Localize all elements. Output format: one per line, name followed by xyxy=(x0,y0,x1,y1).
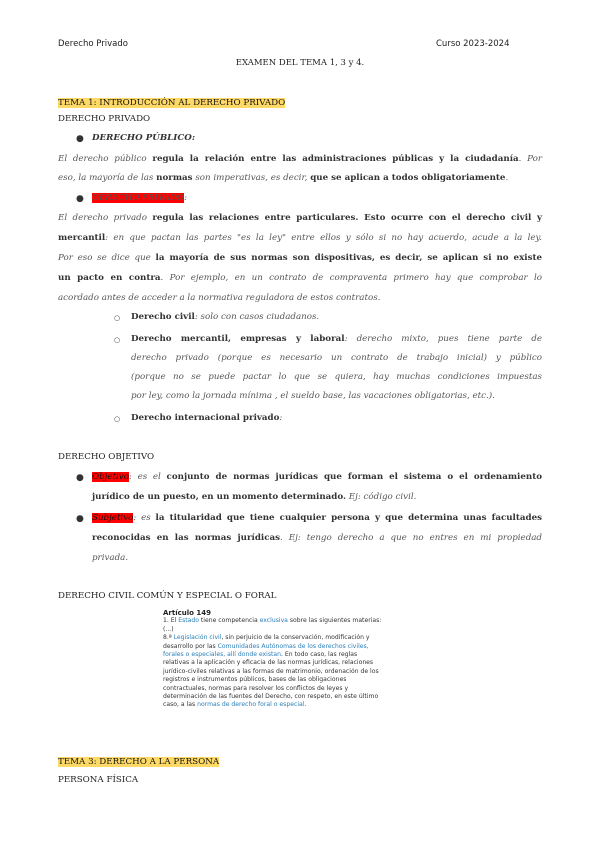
article-line: 8.ª Legislación civil, sin perjuicio de la conservación, modificación y xyxy=(163,634,370,642)
publico-label: DERECHO PÚBLICO: xyxy=(92,133,196,143)
subjetivo-line-2: reconocidas en las normas jurídicas. Ej: tengo derecho a que no entres en mi propiedad xyxy=(92,533,542,543)
publico-line-2: eso, la mayoría de las normas son imperativas, es decir, que se aplican a todos obligatoriamente. xyxy=(58,173,509,183)
article-line: relativas a la aplicación y eficacia de las normas jurídicas, relaciones xyxy=(163,659,374,667)
privado-line-3: Por eso se dice que la mayoría de sus normas son dispositivas, es decir, se aplican si no existe xyxy=(58,253,542,263)
objetivo-heading: DERECHO OBJETIVO xyxy=(58,452,155,462)
article-line: desarrollo por las Comunidades Autónomas de los derechos civiles, xyxy=(163,642,369,650)
civil-comun-heading: DERECHO CIVIL COMÚN Y ESPECIAL O FORAL xyxy=(58,591,277,601)
exam-title: EXAMEN DEL TEMA 1, 3 y 4. xyxy=(235,58,365,68)
sub-internacional: Derecho internacional privado: xyxy=(131,413,283,423)
header-course: Curso 2023-2024 xyxy=(436,39,510,49)
sub-mercantil-line-2: derecho privado (porque es necesario un contrato de trabajo inicial) y público xyxy=(131,353,542,363)
header-subject: Derecho Privado xyxy=(58,39,128,49)
sub-mercantil-line-3: (porque no se puede pactar lo que se quiera, hay muchas condiciones impuestas xyxy=(131,372,542,382)
article-line: contractuales, normas para resolver los conflictos de leyes y xyxy=(163,684,349,692)
tema3-subheading: PERSONA FÍSICA xyxy=(58,775,139,785)
circle-bullet-icon: ○ xyxy=(114,415,121,423)
article-149-excerpt xyxy=(163,609,443,710)
privado-line-2: mercantil: en que pactan las partes "es la ley" entre ellos y sólo si no hay acuerdo, acude a la ley. xyxy=(58,233,542,243)
tema3-heading: TEMA 3: DERECHO A LA PERSONA xyxy=(58,757,220,767)
article-line: registros e instrumentos públicos, bases de las obligaciones xyxy=(163,676,347,684)
subjetivo-line-3: privada. xyxy=(92,553,129,563)
bullet-icon: ● xyxy=(76,473,84,483)
article-line: determinación de las fuentes del Derecho, con respeto, en este último xyxy=(163,693,379,701)
tema1-subheading: DERECHO PRIVADO xyxy=(58,114,151,124)
article-line: (...) xyxy=(163,625,174,633)
article-line: forales o especiales, allí donde existan. En todo caso, las reglas xyxy=(163,651,358,659)
article-line: 1. El Estado tiene competencia exclusiva sobre las siguientes materias: xyxy=(163,617,382,625)
tema1-heading: TEMA 1: INTRODUCCIÓN AL DERECHO PRIVADO xyxy=(58,98,286,108)
article-line: jurídico-civiles relativas a las formas de matrimonio, ordenación de los xyxy=(163,667,379,675)
bullet-icon: ● xyxy=(76,134,84,144)
privado-line-1: El derecho privado regula las relaciones entre particulares. Esto ocurre con el derecho civil y xyxy=(58,213,542,223)
circle-bullet-icon: ○ xyxy=(114,336,121,344)
objetivo-line-1: Objetivo: es el conjunto de normas jurídicas que forman el sistema o el ordenamiento xyxy=(92,472,542,482)
article-line: caso, a las normas de derecho foral o especial. xyxy=(163,701,307,709)
sub-mercantil-line-4: por ley, como la jornada mínima , el sueldo base, las vacaciones obligatorias, etc.). xyxy=(131,391,495,401)
sub-civil: Derecho civil: solo con casos ciudadanos. xyxy=(131,312,320,322)
objetivo-line-2: jurídico de un puesto, en un momento determinado. Ej: código civil. xyxy=(92,492,417,502)
privado-line-5: acordado antes de acceder a la normativa reguladora de estos contratos. xyxy=(58,293,381,303)
privado-line-4: un pacto en contra. Por ejemplo, en un contrato de compraventa primero hay que comprobar lo xyxy=(58,273,542,283)
publico-line-1: El derecho público regula la relación entre las administraciones públicas y la ciudadanía. Por xyxy=(58,154,542,164)
bullet-icon: ● xyxy=(76,194,84,204)
article-title: Artículo 149 xyxy=(163,609,212,617)
privado-label: DERECHO PRIVADO: xyxy=(92,193,188,203)
bullet-icon: ● xyxy=(76,514,84,524)
sub-mercantil-line-1: Derecho mercantil, empresas y laboral: derecho mixto, pues tiene parte de xyxy=(131,334,542,344)
circle-bullet-icon: ○ xyxy=(114,314,121,322)
subjetivo-line-1: Subjetivo: es la titularidad que tiene cualquier persona y que determina unas facultades xyxy=(92,513,542,523)
